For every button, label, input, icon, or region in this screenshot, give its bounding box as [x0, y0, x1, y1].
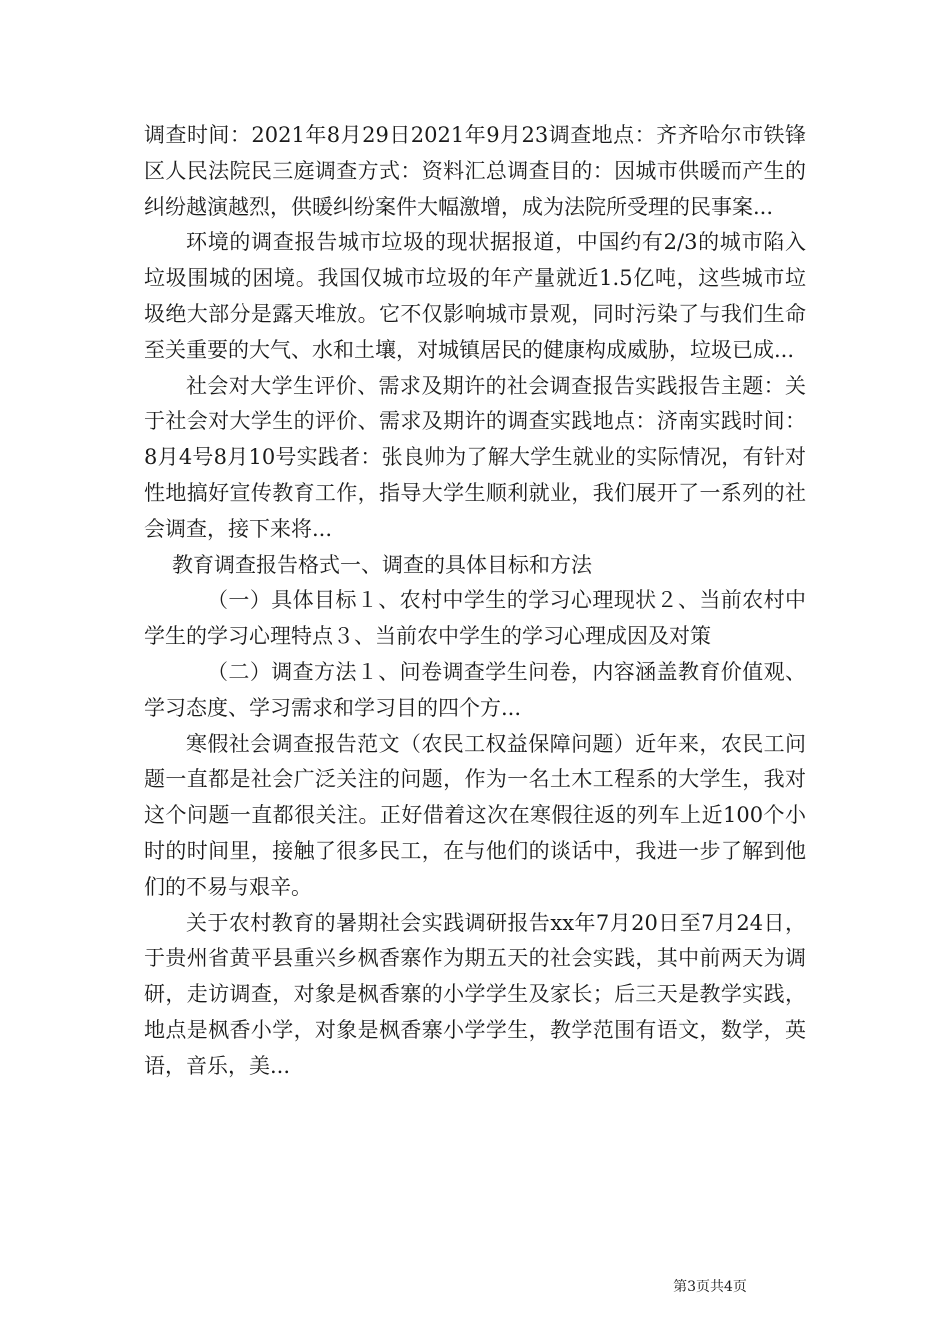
document-body — [144, 118, 806, 1085]
paragraph-specific-goals: （一）具体目标１、农村中学生的学习心理现状２、当前农村中学生的学习心理特点３、当前农中学生的学习心理成因及对策 — [144, 588, 806, 649]
paragraph-rural-education: 关于农村教育的暑期社会实践调研报告xx年7月20日至7月24日，于贵州省黄平县重兴乡枫香寨作为期五天的社会实践，其中前两天为调研，走访调查，对象是枫香寨的小学学生及家长；后三天是教学实践，地点是枫香小学，对象是枫香寨小学学生，教学范围有语文，数学，英语，音乐，美... — [144, 910, 806, 1078]
paragraph-education-format: 教育调查报告格式一、调查的具体目标和方法 — [172, 552, 592, 577]
paragraph-survey-methods: （二）调查方法１、问卷调查学生问卷，内容涵盖教育价值观、学习态度、学习需求和学习目的四个方... — [144, 659, 806, 720]
paragraph-migrant-workers: 寒假社会调查报告范文（农民工权益保障问题）近年来，农民工问题一直都是社会广泛关注的问题，作为一名土木工程系的大学生，我对这个问题一直都很关注。正好借着这次在寒假往返的列车上近100个小时的时间里，接触了很多民工，在与他们的谈话中，我进一步了解到他们的不易与艰辛。 — [144, 731, 806, 899]
paragraph-student-evaluation: 社会对大学生评价、需求及期许的社会调查报告实践报告主题：关于社会对大学生的评价、需求及期许的调查实践地点：济南实践时间：8月4号8月10号实践者：张良帅为了解大学生就业的实际情况，有针对性地搞好宣传教育工作，指导大学生顺利就业，我们展开了一系列的社会调查，接下来将... — [144, 373, 806, 541]
page-footer — [0, 1278, 950, 1296]
page-number: 第3页共4页 — [673, 1279, 747, 1295]
paragraph-survey-court: 调查时间：2021年8月29日2021年9月23调查地点：齐齐哈尔市铁锋区人民法院民三庭调查方式：资料汇总调查目的：因城市供暖而产生的纠纷越演越烈，供暖纠纷案件大幅激增，成为法院所受理的民事案... — [144, 123, 806, 219]
paragraph-environment-report: 环境的调查报告城市垃圾的现状据报道，中国约有2/3的城市陷入垃圾围城的困境。我国仅城市垃圾的年产量就近1.5亿吨，这些城市垃圾绝大部分是露天堆放。它不仅影响城市景观，同时污染了与我们生命至关重要的大气、水和土壤，对城镇居民的健康构成威胁，垃圾已成... — [144, 230, 806, 362]
